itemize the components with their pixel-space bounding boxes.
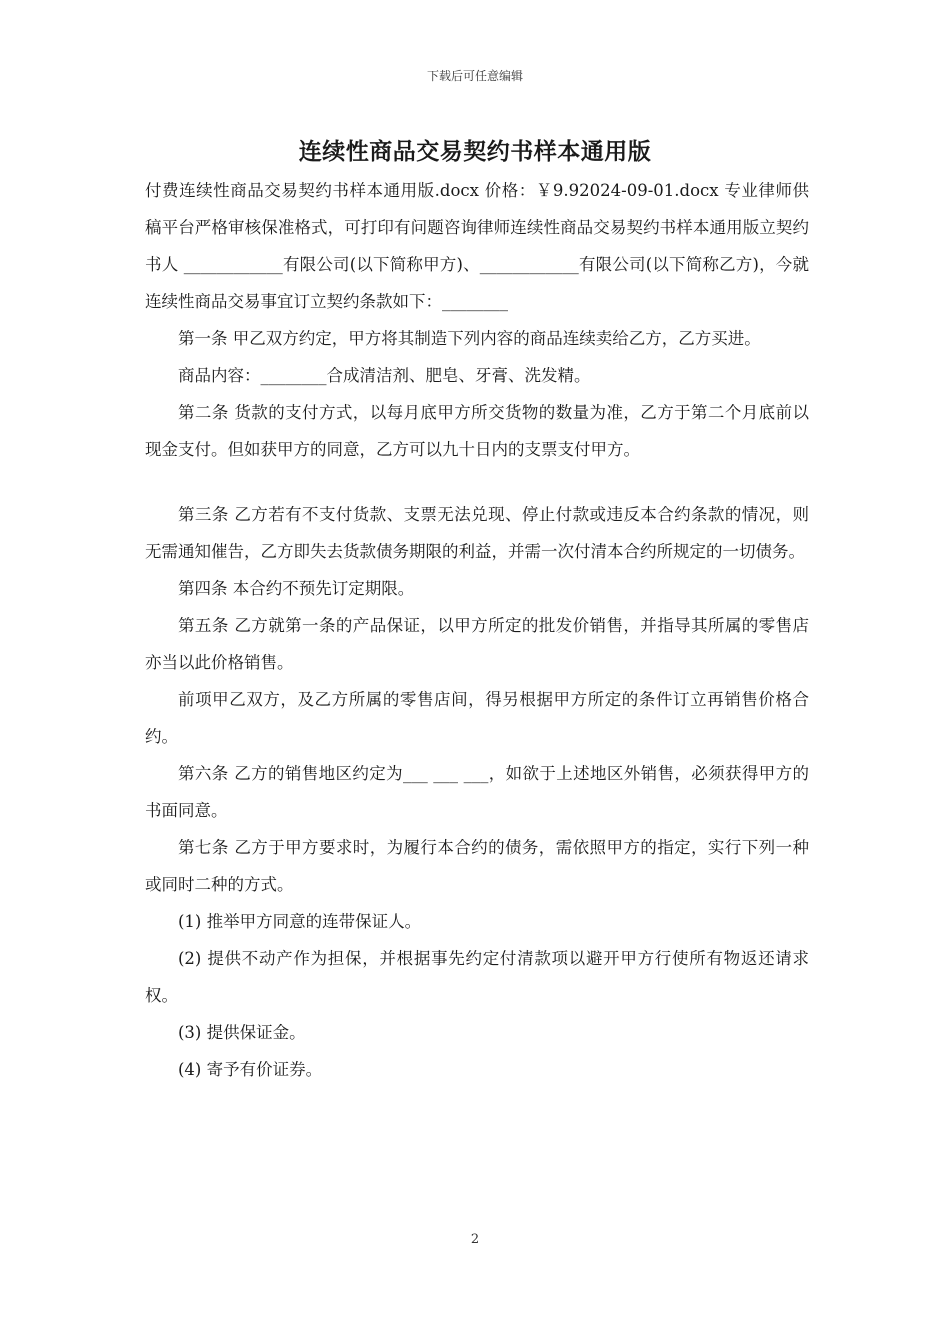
- page-number: 2: [470, 1232, 480, 1247]
- document-body: [145, 172, 809, 1088]
- article-7-item-1: (1) 推举甲方同意的连带保证人。: [178, 912, 422, 931]
- article-7-item-2: (2) 提供不动产作为担保，并根据事先约定付清款项以避开甲方行使所有物返还请求权。: [145, 949, 809, 1005]
- article-6: 第六条 乙方的销售地区约定为___ ___ ___，如欲于上述地区外销售，必须获得甲方的书面同意。: [145, 764, 809, 820]
- goods-content: 商品内容：________合成清洁剂、肥皂、牙膏、洗发精。: [178, 366, 591, 385]
- article-7: 第七条 乙方于甲方要求时，为履行本合约的债务，需依照甲方的指定，实行下列一种或同时二种的方式。: [145, 838, 809, 894]
- article-4: 第四条 本合约不预先订定期限。: [178, 579, 415, 598]
- article-1: 第一条 甲乙双方约定，甲方将其制造下列内容的商品连续卖给乙方，乙方买进。: [178, 329, 761, 348]
- article-7-item-4: (4) 寄予有价证券。: [178, 1060, 323, 1079]
- article-5: 第五条 乙方就第一条的产品保证，以甲方所定的批发价销售，并指导其所属的零售店亦当以此价格销售。: [145, 616, 809, 672]
- article-2: 第二条 货款的支付方式，以每月底甲方所交货物的数量为准，乙方于第二个月底前以现金支付。但如获甲方的同意，乙方可以九十日内的支票支付甲方。: [145, 403, 809, 459]
- article-3: 第三条 乙方若有不支付货款、支票无法兑现、停止付款或违反本合约条款的情况，则无需通知催告，乙方即失去货款债务期限的利益，并需一次付清本合约所规定的一切债务。: [145, 505, 809, 561]
- intro-paragraph: 付费连续性商品交易契约书样本通用版.docx 价格：￥9.92024-09-01.docx 专业律师供稿平台严格审核保准格式，可打印有问题咨询律师连续性商品交易契约书样本通用版立契约书人 ____________有限公司(以下简称甲方)、____________有限公司(以下简称乙方)，今就连续性商品交易事宜订立契约条款如下：________: [145, 181, 809, 311]
- article-7-item-3: (3) 提供保证金。: [178, 1023, 306, 1042]
- document-title: 连续性商品交易契约书样本通用版: [298, 139, 652, 165]
- header-note: 下载后可任意编辑: [426, 69, 523, 83]
- article-5-resale-clause: 前项甲乙双方，及乙方所属的零售店间，得另根据甲方所定的条件订立再销售价格合约。: [145, 690, 809, 746]
